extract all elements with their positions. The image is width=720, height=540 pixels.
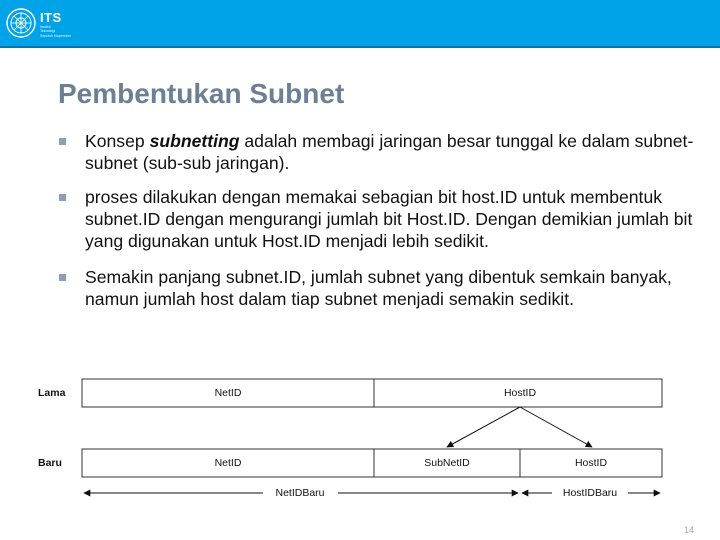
bullet-item [58, 186, 698, 252]
bullet-text-pre: Konsep [85, 131, 150, 151]
logo-line: Sepuluh Nopember [40, 33, 71, 38]
header-bar [0, 0, 720, 48]
bullet-text-post: adalah membagi jaringan besar tunggal ke dalam subnet-subnet (sub-sub jaringan). [85, 131, 694, 173]
subnet-diagram [0, 365, 720, 515]
new-subnetid-text: SubNetID [424, 457, 470, 469]
hostid-baru-label: HostIDBaru [562, 487, 618, 499]
logo-subtitle [40, 25, 100, 38]
bullet-text: Semakin panjang subnet.ID, jumlah subnet yang dibentuk semkain banyak, namun jumlah host dalam tiap subnet menjadi semakin sedikit. [85, 267, 672, 309]
slide-title: Pembentukan Subnet [58, 78, 345, 109]
old-netid-text: NetID [214, 387, 242, 399]
bullet-marker-icon [59, 194, 66, 201]
logo-acronym: ITS [40, 10, 62, 25]
row-old-label: Lama [38, 387, 66, 399]
row-new-label: Baru [38, 457, 62, 469]
logo-line: Teknologi [40, 29, 56, 34]
page-number: 14 [684, 525, 695, 535]
bullet-list [58, 130, 698, 310]
new-hostid-text: HostID [574, 457, 608, 469]
logo-line: Institut [40, 25, 51, 29]
split-arrow-left [447, 407, 520, 447]
its-logo [6, 6, 96, 46]
split-arrow-right [520, 407, 592, 447]
old-hostid-text: HostID [503, 387, 537, 399]
bullet-text: proses dilakukan dengan memakai sebagian bit host.ID untuk membentuk subnet.ID dengan mengurangi jumlah bit Host.ID. Dengan demikian jumlah bit yang digunakan untuk Host.ID menjadi lebih sedikit. [85, 187, 693, 251]
bullet-marker-icon [59, 274, 66, 281]
bullet-marker-icon [59, 138, 66, 145]
new-netid-text: NetID [214, 457, 242, 469]
its-seal-icon [6, 8, 36, 38]
bullet-item [58, 266, 698, 310]
bullet-emphasis: subnetting [149, 131, 240, 151]
bullet-item [58, 130, 698, 174]
netid-baru-label: NetIDBaru [275, 487, 325, 499]
